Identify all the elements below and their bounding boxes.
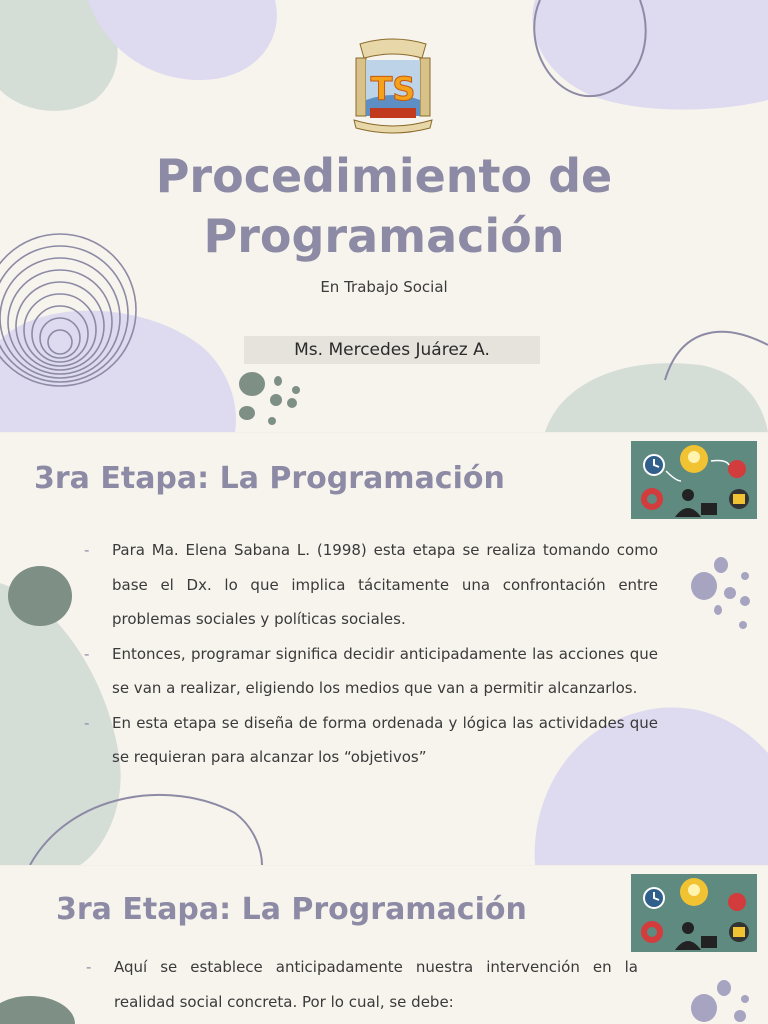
bullet-list: [86, 950, 638, 1019]
svg-text:TS: TS: [370, 70, 416, 108]
ts-logo: [350, 36, 436, 136]
list-item-text: Para Ma. Elena Sabana L. (1998) esta etapa se realiza tomando como base el Dx. lo que implica tácitamente una confrontación entre problemas sociales y políticas sociales.: [112, 541, 658, 628]
slide-title: [0, 0, 768, 432]
list-item-text: Aquí se establece anticipadamente nuestra intervención en la realidad social concreta. Por lo cual, se debe:: [114, 958, 638, 1011]
list-item: [84, 533, 658, 637]
bullet-dash: -: [84, 541, 90, 559]
list-item-text: Entonces, programar significa decidir anticipadamente las acciones que se van a realizar, eligiendo los medios que van a permitir alcanzarlos.: [112, 644, 658, 697]
bullet-dash: -: [86, 958, 92, 976]
title-line-1: Procedimiento de: [155, 149, 613, 203]
bullet-list: [84, 533, 658, 775]
list-item: [86, 950, 638, 1019]
list-item: [84, 637, 658, 706]
presentation-title: [0, 146, 768, 266]
list-item-text: En esta etapa se diseña de forma ordenada y lógica las actividades que se requieran para alcanzar los “objetivos”: [112, 713, 658, 766]
presentation-subtitle: En Trabajo Social: [320, 278, 448, 296]
bullet-dash: -: [84, 644, 90, 663]
section-title: 3ra Etapa: La Programación: [56, 892, 527, 927]
programming-illustration-icon: [631, 874, 757, 952]
bullet-dash: -: [84, 713, 90, 732]
title-line-2: Programación: [203, 209, 565, 263]
list-item: [84, 706, 658, 775]
author-label: Ms. Mercedes Juárez A.: [244, 336, 540, 364]
slide-programacion-1: [0, 433, 768, 865]
slide-programacion-2: [0, 866, 768, 1024]
programming-illustration-icon: [631, 441, 757, 519]
section-title: 3ra Etapa: La Programación: [34, 461, 505, 496]
